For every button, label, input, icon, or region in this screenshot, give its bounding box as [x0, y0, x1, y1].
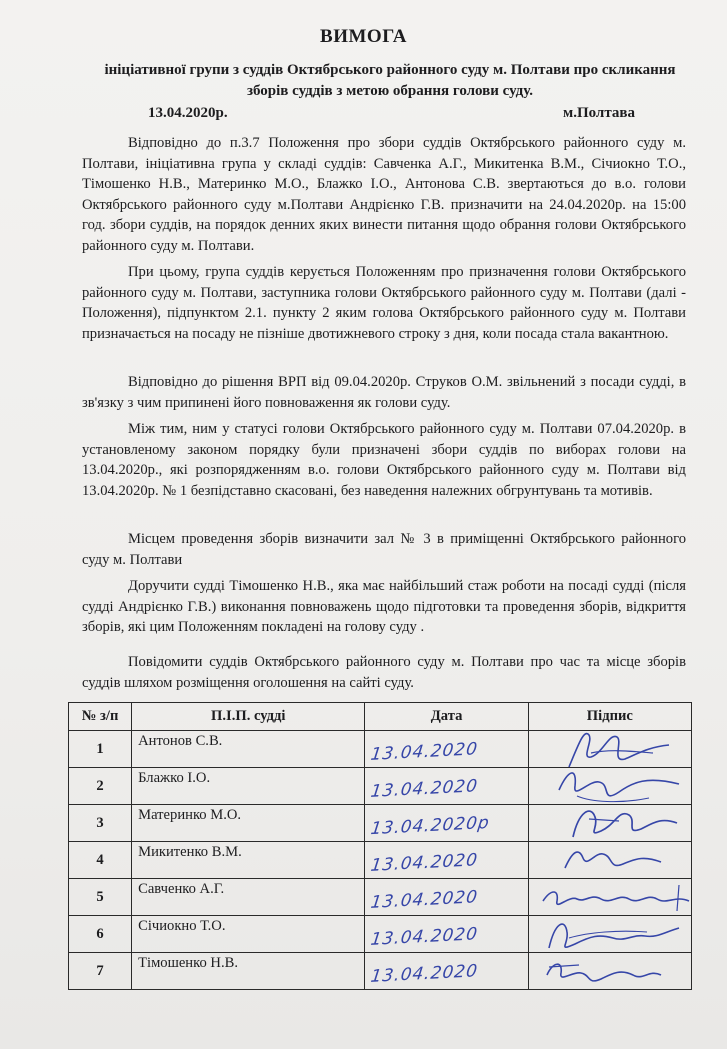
row-number: 5: [69, 879, 132, 916]
paragraph-7: Повідомити суддів Октябрського районного суду м. Полтави про час та місце зборів суддів шляхом розміщення оголошення на сайті суду.: [82, 654, 686, 691]
paragraph-3: Відповідно до рішення ВРП від 09.04.2020р. Струков О.М. звільнений з посади судді, в зв'язку з чим припинені його повноваження як голови суду.: [82, 374, 686, 411]
handwritten-date: 13.04.2020: [369, 924, 480, 950]
header-date: Дата: [365, 703, 528, 731]
handwritten-date: 13.04.2020: [369, 776, 480, 802]
header-signature: Підпис: [528, 703, 691, 731]
signature-image: [529, 945, 699, 997]
judge-name: Тімошенко Н.В.: [132, 953, 365, 990]
judge-name: Блажко І.О.: [132, 768, 365, 805]
judge-name: Микитенко В.М.: [132, 842, 365, 879]
judge-name: Савченко А.Г.: [132, 879, 365, 916]
document-date: 13.04.2020р.: [148, 105, 228, 121]
paragraph-2: При цьому, група суддів керується Положенням про призначення голови Октябрського районного суду м. Полтави, заступника голови Октябрського районного суду м. Полтави (далі - Положення), підпунктом 2.1. пункту 2 яким голова Октябрського районного суду м. Полтави призначається на посаду не пізніше двотижневого строку з дня, коли посада стала вакантною.: [82, 264, 686, 342]
header-name: П.І.П. судді: [132, 703, 365, 731]
row-number: 2: [69, 768, 132, 805]
row-number: 3: [69, 805, 132, 842]
paragraph-5: Місцем проведення зборів визначити зал № 3 в приміщенні Октябрського районного суду м. Полтави: [82, 531, 686, 568]
document-title: ВИМОГА: [320, 26, 407, 47]
handwritten-date: 13.04.2020: [369, 961, 480, 987]
paragraph-6: Доручити судді Тімошенко Н.В., яка має найбільший стаж роботи на посаді судді (після судді Андрієнко Г.В.) виконання повноважень щодо підготовки та проведення зборів, відкриття зборів, які цим Положенням покладені на голову суду .: [82, 578, 686, 635]
row-number: 6: [69, 916, 132, 953]
signatures-table: [68, 702, 692, 990]
handwritten-date: 13.04.2020: [369, 739, 480, 765]
row-number: 4: [69, 842, 132, 879]
table-row: [69, 953, 692, 990]
row-number: 1: [69, 731, 132, 768]
paragraph-1: Відповідно до п.3.7 Положення про збори суддів Октябрського районного суду м. Полтави, ініціативна група у складі суддів: Савченка А.Г., Микитенка В.М., Січиокно Т.О., Тімошенко Н.В., Материнко М.О., Блажко І.О., Антонова С.В. звертаються до в.о. голови Октябрського районного суду м.Полтави Андрієнко Г.В. призначити на 24.04.2020р. на 15:00 год. збори суддів, на порядок денних яких винести питання щодо обрання голови Октябрського районного суду м. Полтави.: [82, 135, 686, 254]
row-number: 7: [69, 953, 132, 990]
document-subtitle: ініціативної групи з суддів Октябрського районного суду м. Полтави про скликання зборів суддів з метою обрання голови суду.: [104, 62, 676, 99]
document-place: м.Полтава: [563, 105, 636, 121]
judge-name: Антонов С.В.: [132, 731, 365, 768]
paragraph-4: Між тим, ним у статусі голови Октябрського районного суду м. Полтави 07.04.2020р. в установленому законом порядку були призначені збори суддів по виборах голови на 13.04.2020р., які розпорядженням в.о. голови Октябрського районного суду м. Полтави від 13.04.2020р. № 1 безпідставно скасовані, без наведення належних обгрунтувань та мотивів.: [82, 421, 686, 499]
judge-name: Січиокно Т.О.: [132, 916, 365, 953]
judge-name: Материнко М.О.: [132, 805, 365, 842]
header-number: № з/п: [69, 703, 132, 731]
handwritten-date: 13.04.2020: [369, 887, 480, 913]
handwritten-date: 13.04.2020: [369, 850, 480, 876]
handwritten-date: 13.04.2020р: [369, 812, 492, 840]
